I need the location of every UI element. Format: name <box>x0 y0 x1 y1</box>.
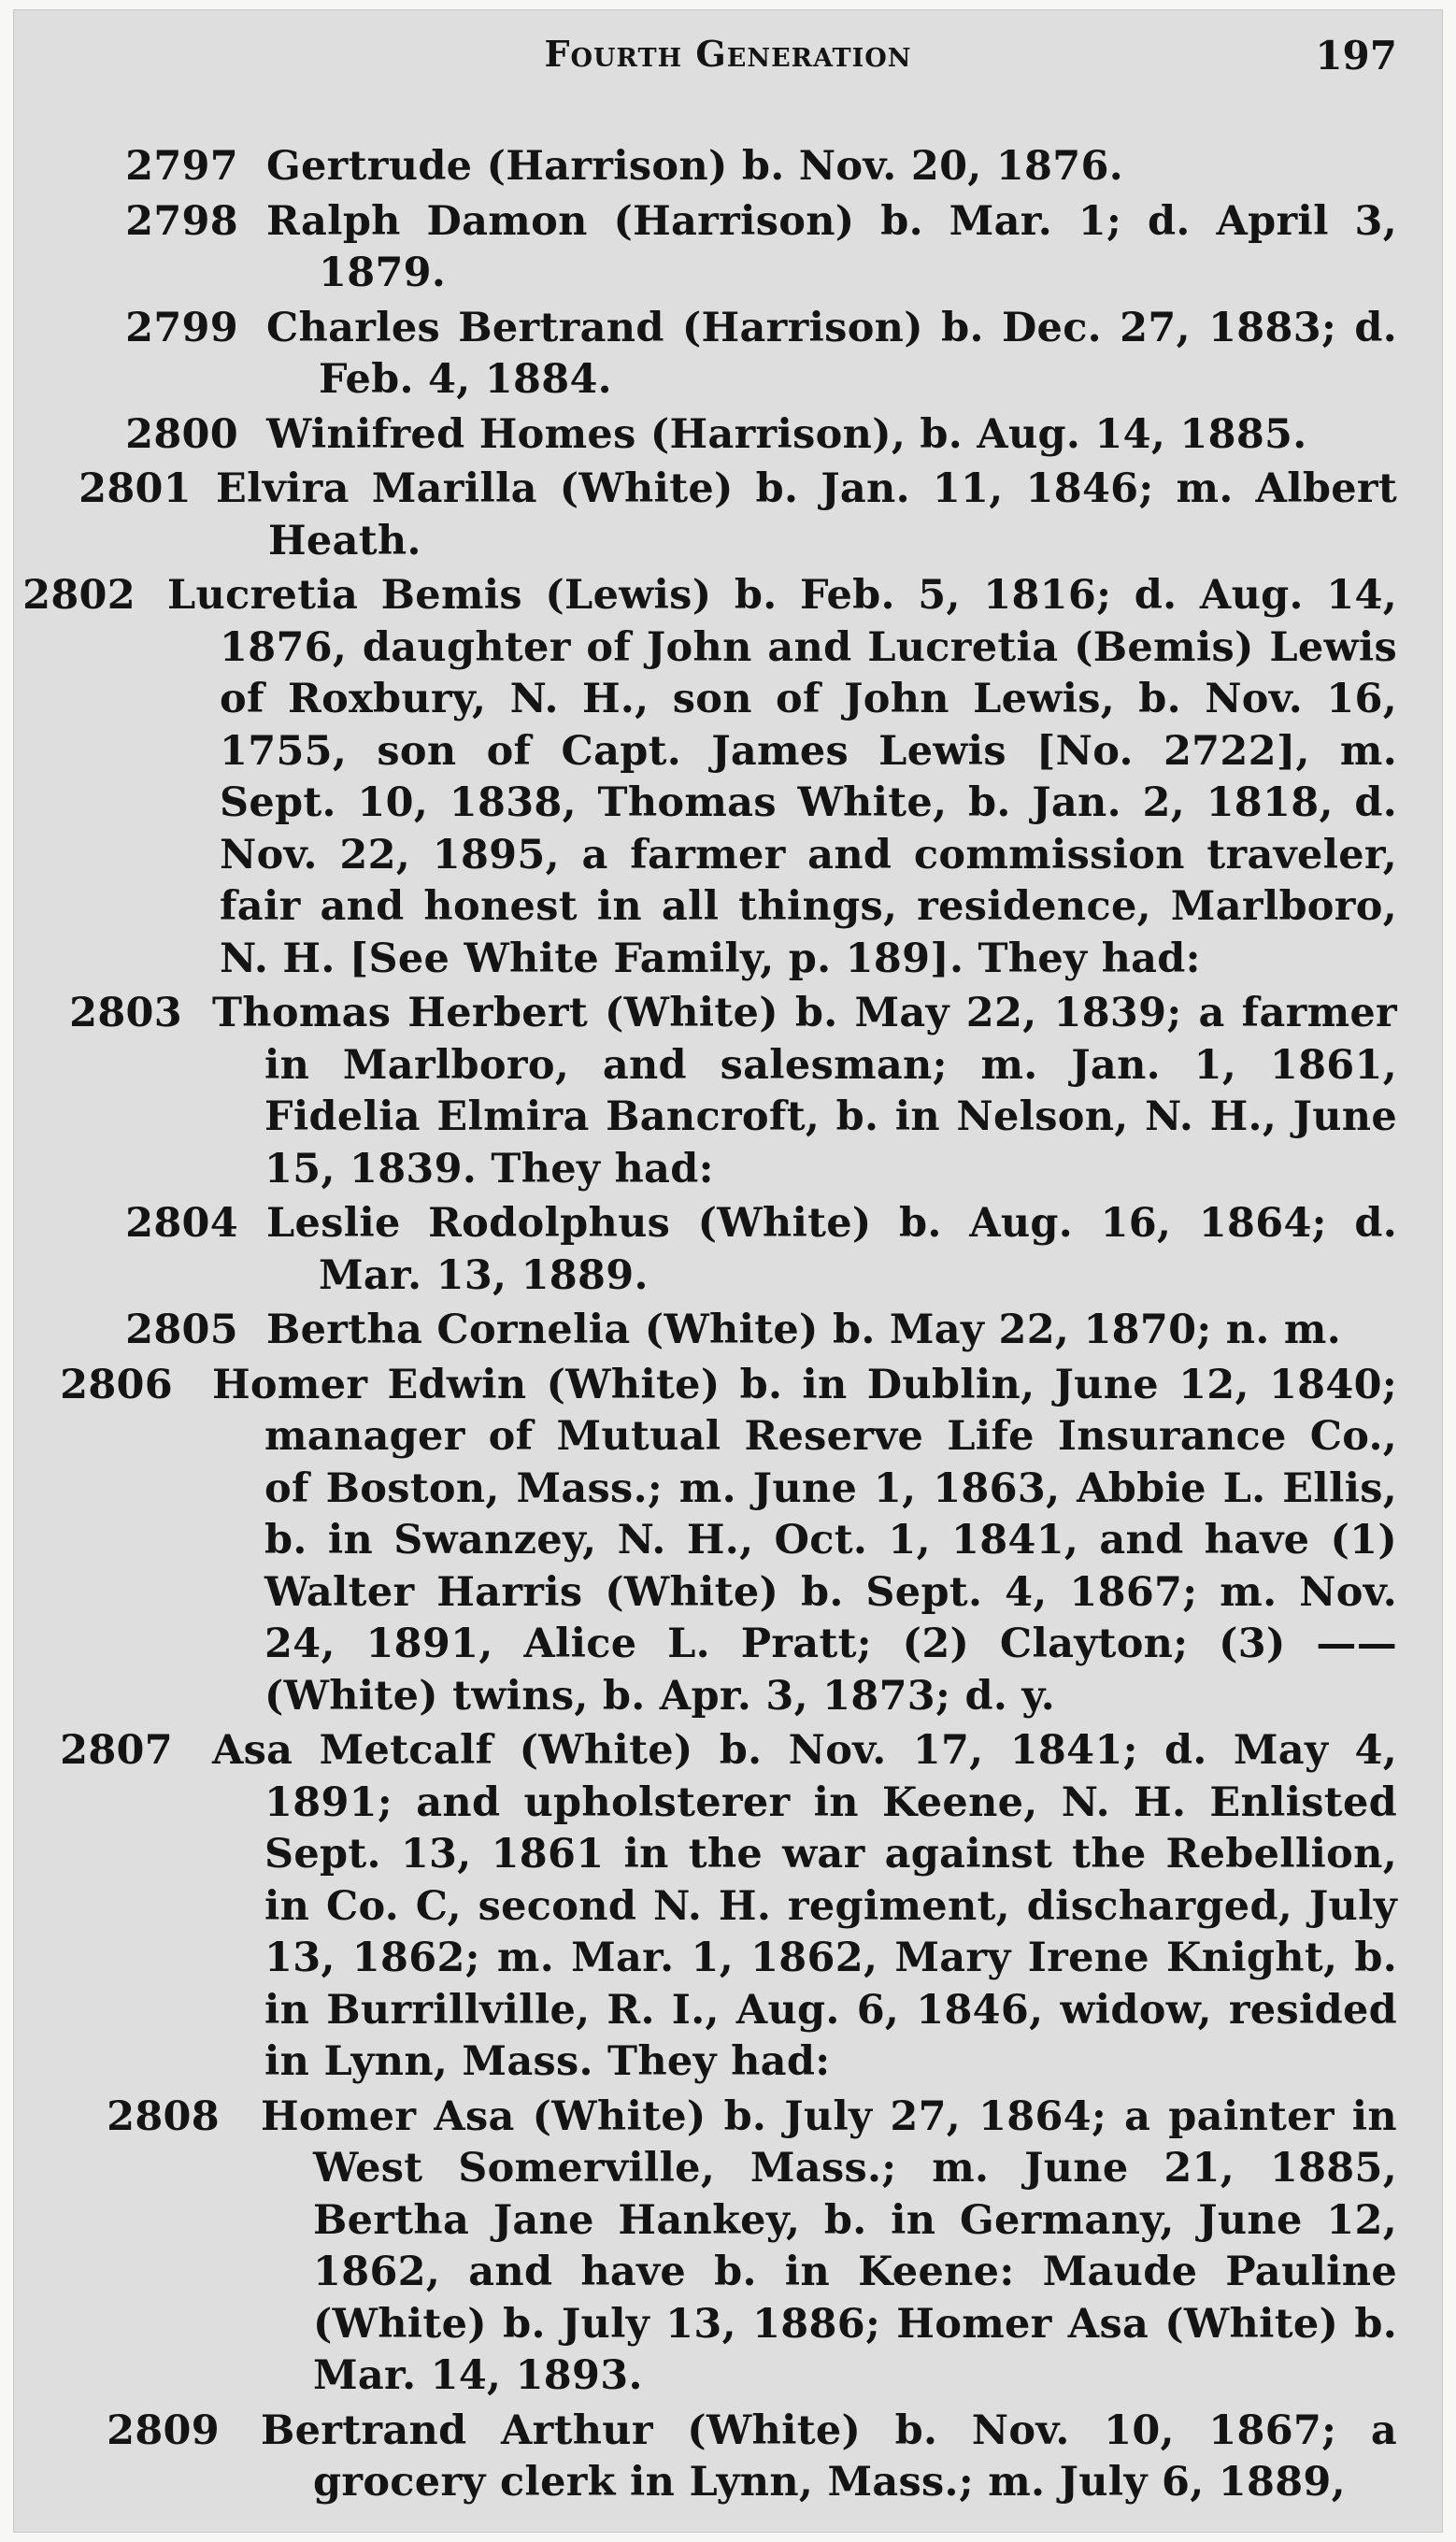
entry-text: Charles Bertrand (Harrison) b. Dec. 27, 1883; d. Feb. 4, 1884. <box>266 304 1397 403</box>
entry-number: 2807 <box>60 1727 173 1774</box>
running-title: Fourth Generation <box>544 33 912 75</box>
entry-number: 2798 <box>125 197 238 245</box>
entry-2802 <box>14 570 1442 985</box>
entry-number: 2804 <box>125 1200 238 1247</box>
entry-text: Homer Edwin (White) b. in Dublin, June 12, 1840; manager of Mutual Reserve Life Insurance Co., of Boston, Mass.; m. June 1, 1863, Abbie L. Ellis, b. in Swanzey, N. H., Oct. 1, 1841, and have (1) Walter Harris (White) b. Sept. 4, 1867; m. Nov. 24, 1891, Alice L. Pratt; (2) Clayton; (3) —— (White) twins, b. Apr. 3, 1873; d. y. <box>212 1361 1397 1720</box>
genealogy-entries <box>14 141 1442 2512</box>
entry-2808 <box>14 2092 1442 2403</box>
page-number: 197 <box>1315 33 1397 79</box>
entry-text: Winifred Homes (Harrison), b. Aug. 14, 1885. <box>266 410 1307 458</box>
entry-2800 <box>14 409 1442 462</box>
entry-number: 2797 <box>125 143 238 190</box>
entry-2798 <box>14 196 1442 300</box>
entry-2809 <box>14 2406 1442 2509</box>
entry-2799 <box>14 303 1442 407</box>
entry-text: Ralph Damon (Harrison) b. Mar. 1; d. April 3, 1879. <box>266 197 1397 296</box>
entry-text: Lucretia Bemis (Lewis) b. Feb. 5, 1816; d. Aug. 14, 1876, daughter of John and Lucretia (Bemis) Lewis of Roxbury, N. H., son of John Lewis, b. Nov. 16, 1755, son of Capt. James Lewis [No. 2722], m. Sept. 10, 1838, Thomas White, b. Jan. 2, 1818, d. Nov. 22, 1895, a farmer and commission traveler, fair and honest in all things, residence, Marlboro, N. H. [See White Family, p. 189]. They had: <box>167 572 1397 982</box>
entry-number: 2806 <box>60 1361 173 1408</box>
entry-number: 2805 <box>125 1307 238 1353</box>
entry-2804 <box>14 1198 1442 1302</box>
entry-text: Bertha Cornelia (White) b. May 22, 1870; n. m. <box>266 1307 1341 1353</box>
entry-2806 <box>14 1360 1442 1723</box>
entry-text: Leslie Rodolphus (White) b. Aug. 16, 1864; d. Mar. 13, 1889. <box>266 1200 1397 1299</box>
entry-number: 2802 <box>22 572 136 619</box>
entry-number: 2803 <box>69 990 182 1036</box>
entry-2805 <box>14 1305 1442 1357</box>
entry-2801 <box>14 464 1442 567</box>
entry-number: 2800 <box>125 410 238 458</box>
entry-text: Elvira Marilla (White) b. Jan. 11, 1846; m. Albert Heath. <box>216 465 1397 564</box>
entry-text: Homer Asa (White) b. July 27, 1864; a painter in West Somerville, Mass.; m. June 21, 1885, Bertha Jane Hankey, b. in Germany, June 12, 1862, and have b. in Keene: Maude Pauline (White) b. July 13, 1886; Homer Asa (White) b. Mar. 14, 1893. <box>261 2092 1397 2399</box>
entry-number: 2808 <box>107 2092 220 2140</box>
entry-text: Bertrand Arthur (White) b. Nov. 10, 1867; a grocery clerk in Lynn, Mass.; m. July 6, 1889, <box>261 2406 1397 2506</box>
book-page <box>13 9 1443 2533</box>
entry-2797 <box>14 141 1442 193</box>
entry-text: Asa Metcalf (White) b. Nov. 17, 1841; d. May 4, 1891; and upholsterer in Keene, N. H. Enlisted Sept. 13, 1861 in the war against the Rebellion, in Co. C, second N. H. regiment, discharged, July 13, 1862; m. Mar. 1, 1862, Mary Irene Knight, b. in Burrillville, R. I., Aug. 6, 1846, widow, resided in Lynn, Mass. They had: <box>212 1727 1397 2085</box>
entry-2807 <box>14 1725 1442 2089</box>
entry-2803 <box>14 988 1442 1195</box>
page-header <box>14 33 1442 98</box>
entry-number: 2799 <box>125 304 238 351</box>
entry-text: Gertrude (Harrison) b. Nov. 20, 1876. <box>266 143 1123 190</box>
entry-text: Thomas Herbert (White) b. May 22, 1839; a farmer in Marlboro, and salesman; m. Jan. 1, 1861, Fidelia Elmira Bancroft, b. in Nelson, N. H., June 15, 1839. They had: <box>212 990 1397 1192</box>
entry-number: 2801 <box>79 465 192 512</box>
entry-number: 2809 <box>107 2406 220 2454</box>
